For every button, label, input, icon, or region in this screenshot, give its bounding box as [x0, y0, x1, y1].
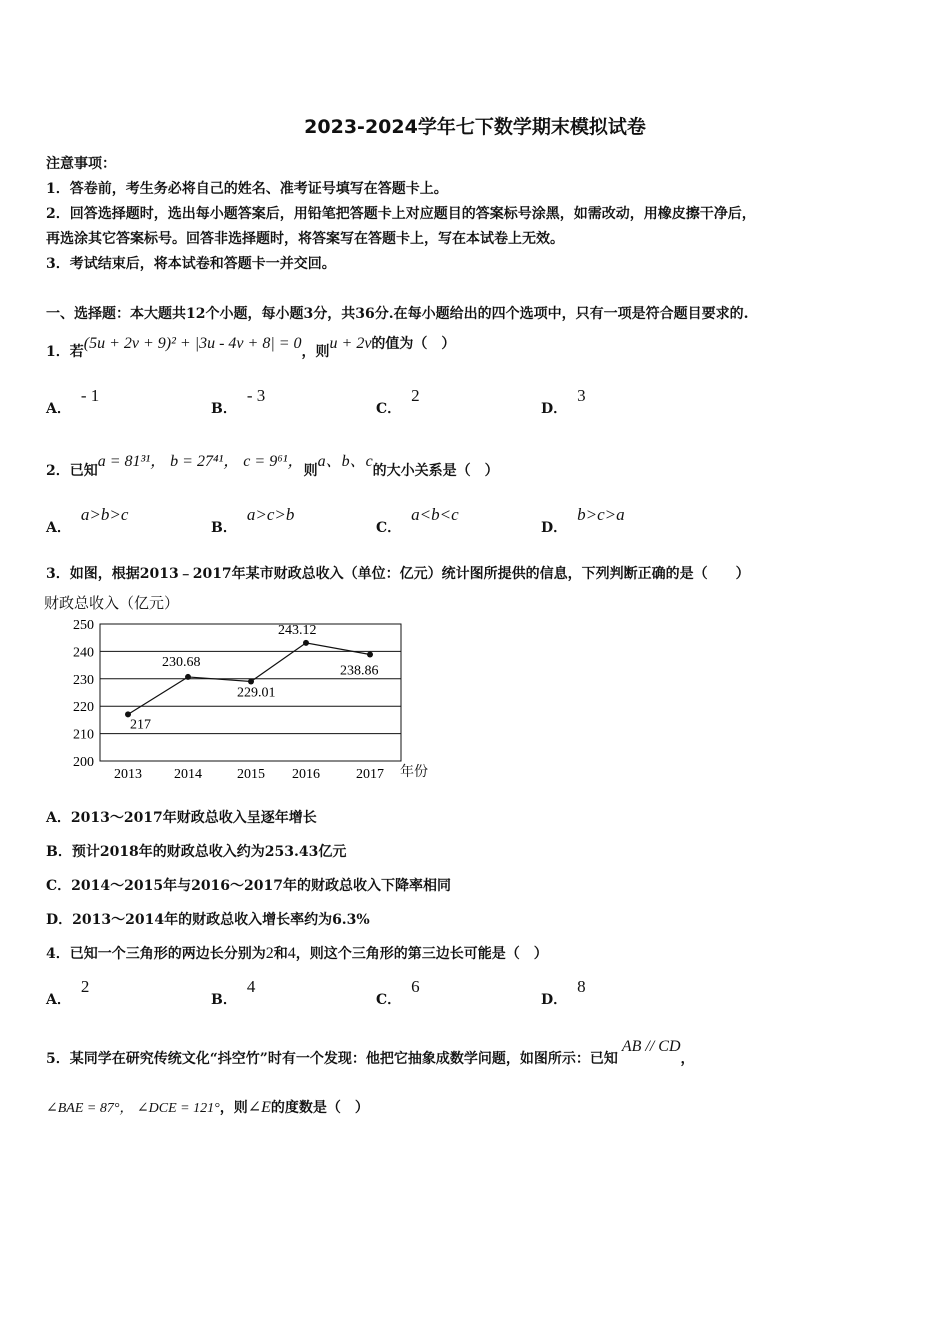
chart-y-tick-label: 220: [73, 700, 94, 716]
q1-formula: (5u + 2v + 9)² + |3u - 4v + 8| = 0: [83, 335, 302, 352]
q2-mid: 则: [303, 463, 318, 479]
chart-title: 财政总收入（亿元）: [44, 596, 180, 612]
question-1: [46, 333, 456, 360]
chart-data-label: 238.86: [340, 663, 379, 679]
notice-item-2: 2．回答选择题时，选出每小题答案后，用铅笔把答题卡上对应题目的答案标号涂黑，如需改动，用橡皮擦干净后，: [46, 206, 756, 222]
q1-option-b[interactable]: B．- 3: [211, 386, 266, 417]
q2-formula: a = 81³¹， b = 27⁴¹， c = 9⁶¹，: [97, 453, 304, 470]
chart-x-tick-label: 2013: [114, 767, 142, 782]
chart-y-tick-label: 200: [73, 755, 94, 770]
chart-x-tick-label: 2014: [174, 767, 202, 782]
revenue-line-chart: [40, 590, 460, 790]
q4-suffix: ，则这个三角形的第三边长可能是（ ）: [295, 946, 548, 962]
notice-item-2-cont: 再选涂其它答案标号。回答非选择题时，将答案写在答题卡上，写在本试卷上无效。: [46, 231, 564, 247]
chart-data-point: [185, 674, 191, 680]
chart-y-ticks: [73, 618, 94, 770]
chart-data-point: [248, 679, 254, 685]
chart-x-axis-label: 年份: [400, 765, 428, 780]
chart-y-tick-label: 230: [73, 672, 94, 688]
q3-option-d[interactable]: D．2013～2014年的财政总收入增长率约为6.3%: [46, 912, 370, 928]
q2-prefix: 2．已知: [46, 463, 98, 479]
chart-y-tick-label: 240: [73, 645, 94, 661]
q4-option-b[interactable]: B．4: [211, 977, 256, 1008]
chart-x-tick-label: 2015: [237, 767, 265, 782]
q5-prefix: 5．某同学在研究传统文化“抖空竹”时有一个发现：他把它抽象成数学问题，如图所示：已知: [46, 1051, 618, 1067]
chart-x-tick-label: 2016: [292, 767, 320, 782]
q2-option-b[interactable]: B．a>c>b: [211, 505, 295, 536]
chart-y-tick-label: 210: [73, 727, 94, 743]
q3-option-b[interactable]: B．预计2018年的财政总收入约为253.43亿元: [46, 844, 347, 860]
q2-vars: a、b、c: [317, 453, 373, 470]
chart-x-tick-label: 2017: [356, 767, 384, 782]
q4-a: 2: [265, 945, 274, 962]
notice-item-3: 3．考试结束后，将本试卷和答题卡一并交回。: [46, 256, 336, 272]
notice-heading: 注意事项：: [46, 156, 116, 172]
q1-option-a[interactable]: A．- 1: [46, 386, 100, 417]
question-4: [46, 943, 548, 963]
section-heading: 一、选择题：本大题共12个小题，每小题3分，共36分.在每小题给出的四个选项中，只有一项是符合题目要求的.: [46, 306, 749, 322]
question-3: 3．如图，根据2013﹣2017年某市财政总收入（单位：亿元）统计图所提供的信息，下列判断正确的是（ ）: [46, 566, 750, 582]
question-2: [46, 448, 499, 479]
q4-and: 和: [273, 946, 288, 962]
chart-data-label: 230.68: [162, 654, 201, 670]
q1-expr: u + 2v: [329, 335, 372, 352]
q4-prefix: 4．已知一个三角形的两边长分别为: [46, 946, 266, 962]
chart-data-label: 217: [130, 717, 151, 733]
q4-option-c[interactable]: C．6: [376, 977, 420, 1008]
notice-item-1: 1．答卷前，考生务必将自己的姓名、准考证号填写在答题卡上。: [46, 181, 448, 197]
q1-prefix: 1．若: [46, 344, 84, 360]
q4-option-d[interactable]: D．8: [541, 977, 586, 1008]
q3-option-c[interactable]: C．2014～2015年与2016～2017年的财政总收入下降率相同: [46, 878, 452, 894]
q2-option-c[interactable]: C．a<b<c: [376, 505, 459, 536]
q5-parallel: AB // CD: [621, 1038, 681, 1055]
q3-option-a[interactable]: A．2013～2017年财政总收入呈逐年增长: [46, 810, 317, 826]
question-5: [46, 1036, 695, 1067]
q1-option-d[interactable]: D．3: [541, 386, 586, 417]
q4-b: 4: [287, 945, 296, 962]
chart-data-point: [367, 652, 373, 658]
q1-option-c[interactable]: C．2: [376, 386, 420, 417]
q5-suffix: 的度数是（ ）: [270, 1100, 369, 1116]
chart-data-label: 243.12: [278, 622, 317, 638]
q5-mid: ，则: [219, 1100, 248, 1116]
chart-data-label: 229.01: [237, 685, 276, 701]
q1-suffix: 的值为（ ）: [371, 336, 456, 352]
q2-suffix: 的大小关系是（ ）: [372, 463, 499, 479]
chart-data-point: [303, 640, 309, 646]
q5-angles: ∠BAE = 87°， ∠DCE = 121°: [46, 1101, 220, 1116]
q1-mid: ，则: [301, 344, 330, 360]
q2-option-d[interactable]: D．b>c>a: [541, 505, 625, 536]
q4-option-a[interactable]: A．2: [46, 977, 90, 1008]
page-title: 2023-2024学年七下数学期末模拟试卷: [304, 116, 646, 138]
chart-y-tick-label: 250: [73, 618, 94, 633]
q5-comma: ，: [680, 1051, 695, 1067]
q2-option-a[interactable]: A．a>b>c: [46, 505, 129, 536]
chart-data-labels: [130, 623, 379, 733]
chart-x-ticks: [114, 767, 384, 782]
question-5-cont: [46, 1097, 369, 1117]
q5-target: ∠E: [247, 1099, 271, 1116]
